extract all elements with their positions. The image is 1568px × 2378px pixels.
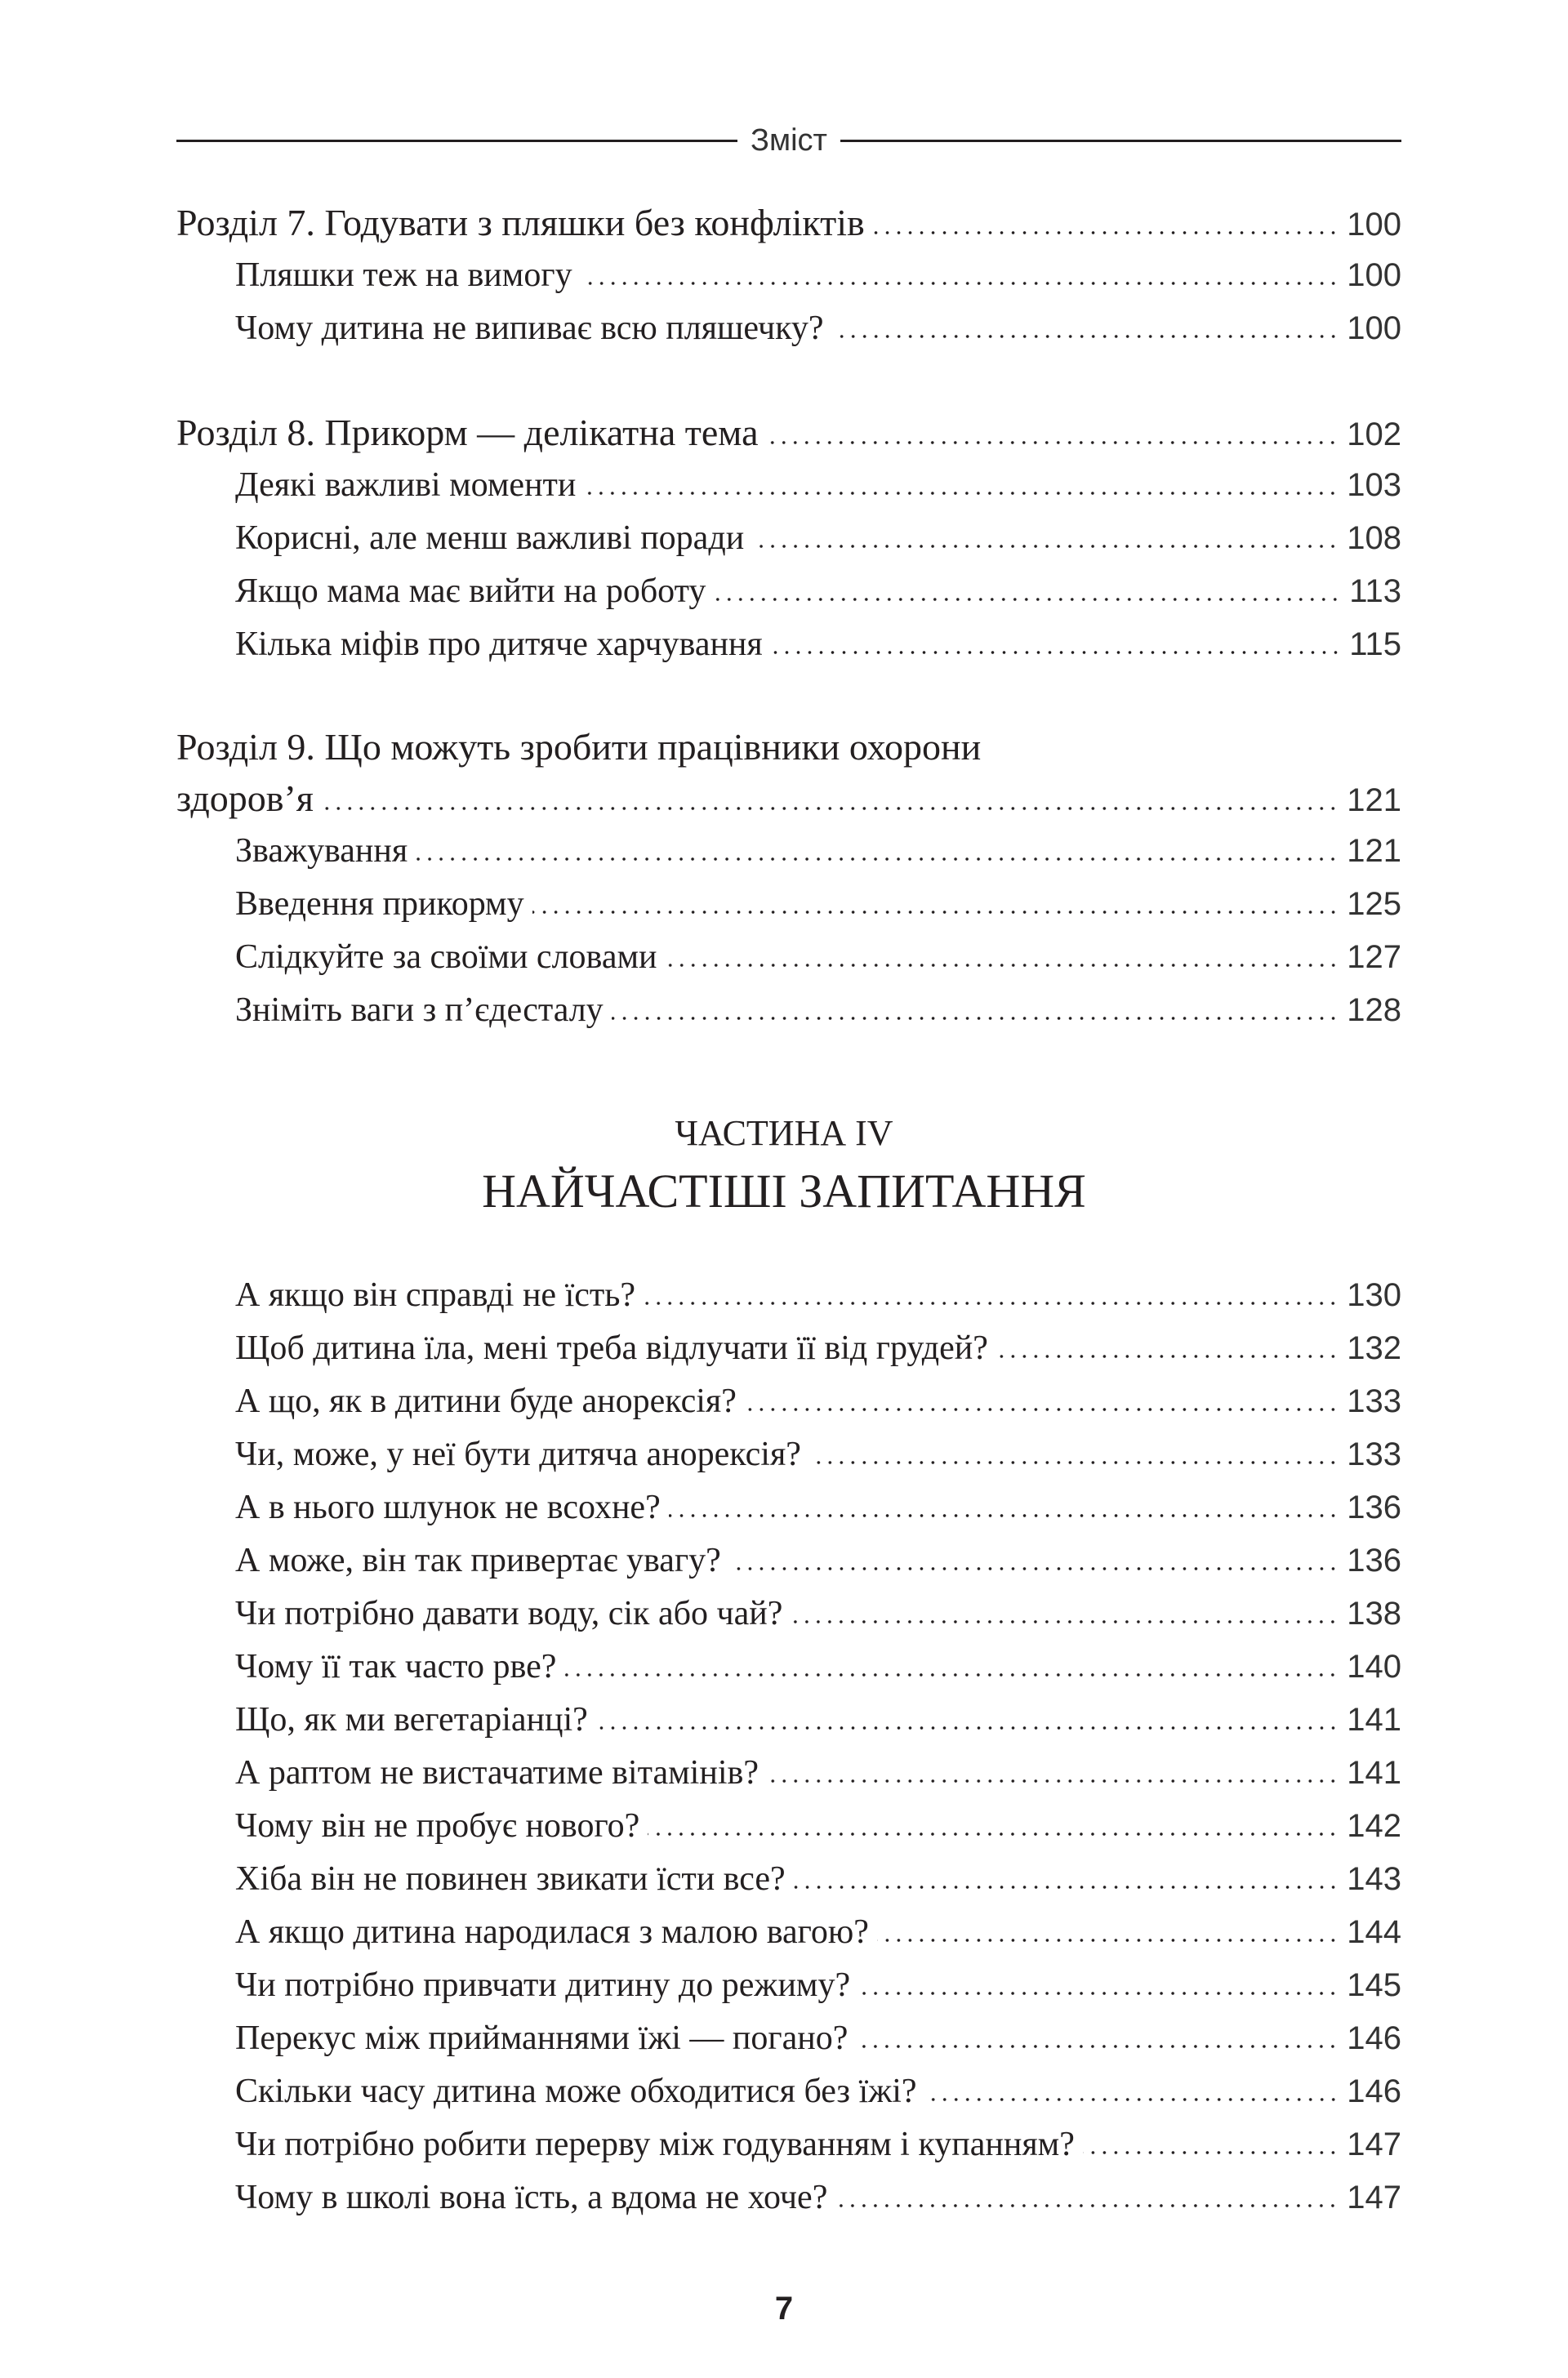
dot-leader	[767, 1779, 1339, 1784]
part-label: ЧАСТИНА IV	[675, 1113, 893, 1153]
entry-title: Що, як ми вегетаріанці?	[235, 1701, 588, 1739]
entry-page-number: 115	[1349, 626, 1401, 662]
dot-leader	[729, 1566, 1339, 1571]
entry-page-number: 127	[1347, 939, 1401, 975]
entry-page-number: 143	[1347, 1861, 1401, 1897]
entry-page-number: 147	[1347, 2180, 1401, 2215]
dot-leader	[416, 857, 1339, 862]
part-title: НАЙЧАСТІШІ ЗАПИТАННЯ	[482, 1165, 1086, 1218]
dot-leader	[766, 440, 1339, 445]
toc-chapter-9	[176, 723, 1401, 1037]
entry-title: А що, як в дитини буде анорексія?	[235, 1383, 737, 1420]
toc-chapter-7	[176, 196, 1401, 355]
toc-entry[interactable]	[176, 1694, 1401, 1747]
entry-title: Корисні, але менш важливі поради	[235, 519, 745, 557]
toc-entry[interactable]	[176, 1375, 1401, 1428]
entry-title: Щоб дитина їла, мені треба відлучати її від грудей?	[235, 1329, 988, 1367]
dot-leader	[532, 910, 1339, 915]
entry-title: здоров’я	[176, 777, 314, 819]
entry-page-number: 144	[1347, 1914, 1401, 1950]
toc-entry[interactable]	[176, 878, 1401, 931]
toc-entry[interactable]	[176, 1959, 1401, 2012]
entry-title: Скільки часу дитина може обходитися без їжі?	[235, 2073, 917, 2110]
toc-entry[interactable]	[176, 565, 1401, 618]
toc-entry[interactable]	[176, 618, 1401, 671]
entry-page-number: 141	[1347, 1702, 1401, 1738]
entry-page-number: 146	[1347, 2073, 1401, 2109]
toc-entry[interactable]	[176, 1641, 1401, 1694]
chapter-entry[interactable]	[176, 406, 1401, 459]
entry-title: Чи потрібно привчати дитину до режиму?	[235, 1966, 851, 2004]
entry-title: Кілька міфів про дитяче харчування	[235, 626, 763, 663]
toc-entry[interactable]	[176, 2118, 1401, 2171]
dot-leader	[856, 2044, 1339, 2049]
toc-entry[interactable]	[176, 1800, 1401, 1853]
entry-title: Перекус між прийманнями їжі — погано?	[235, 2020, 849, 2057]
toc-entry[interactable]	[176, 931, 1401, 984]
dot-leader	[1083, 2150, 1339, 2155]
dot-leader	[925, 2097, 1339, 2102]
toc-entry[interactable]	[176, 1428, 1401, 1481]
toc-entry[interactable]	[176, 1481, 1401, 1534]
entry-title: Зважування	[235, 832, 408, 870]
dot-leader	[581, 281, 1339, 286]
chapter-entry[interactable]	[176, 196, 1401, 249]
toc-entry[interactable]	[176, 249, 1401, 302]
dot-leader	[666, 963, 1339, 968]
entry-page-number: 132	[1347, 1330, 1401, 1366]
dot-leader	[877, 1938, 1339, 1943]
dot-leader	[612, 1016, 1339, 1021]
entry-page-number: 133	[1347, 1383, 1401, 1419]
entry-title: Хіба він не повинен звикати їсти все?	[235, 1860, 786, 1898]
entry-title: Введення прикорму	[235, 885, 524, 923]
toc-entry[interactable]	[176, 302, 1401, 355]
entry-page-number: 145	[1347, 1967, 1401, 2003]
dot-leader	[794, 1885, 1339, 1890]
dot-leader	[596, 1726, 1339, 1730]
entry-title: Чому в школі вона їсть, а вдома не хоче?	[235, 2179, 828, 2216]
entry-page-number: 121	[1347, 782, 1401, 818]
entry-page-number: 147	[1347, 2126, 1401, 2162]
entry-page-number: 108	[1347, 520, 1401, 556]
toc-entry[interactable]	[176, 1853, 1401, 1906]
entry-title: Пляшки теж на вимогу	[235, 256, 572, 294]
entry-page-number: 133	[1347, 1436, 1401, 1472]
entry-title: А раптом не вистачатиме вітамінів?	[235, 1754, 759, 1792]
running-header	[176, 121, 1401, 160]
dot-leader	[644, 1301, 1339, 1306]
toc-faq-list	[176, 1269, 1401, 2224]
entry-title: Зніміть ваги з п’єдесталу	[235, 991, 604, 1029]
entry-page-number: 100	[1347, 207, 1401, 243]
toc-entry[interactable]	[176, 984, 1401, 1037]
toc-entry[interactable]	[176, 2171, 1401, 2224]
chapter-title-line: Розділ 9. Що можуть зробити працівники охорони	[176, 726, 982, 768]
entry-page-number: 146	[1347, 2020, 1401, 2056]
entry-title: А може, він так привертає увагу?	[235, 1542, 721, 1579]
dot-leader	[832, 334, 1339, 339]
entry-title: Чи, може, у неї бути дитяча анорексія?	[235, 1436, 801, 1473]
entry-title: Чому дитина не випиває всю пляшечку?	[235, 309, 824, 347]
page-number: 7	[774, 2291, 794, 2327]
entry-page-number: 140	[1347, 1649, 1401, 1685]
toc-entry[interactable]	[176, 1588, 1401, 1641]
entry-page-number: 141	[1347, 1755, 1401, 1791]
dot-leader	[669, 1513, 1339, 1518]
header-rule-right	[840, 140, 1401, 142]
dot-leader	[322, 806, 1339, 811]
entry-page-number: 136	[1347, 1490, 1401, 1525]
entry-title: Чому її так часто рве?	[235, 1648, 557, 1686]
dot-leader	[858, 1991, 1339, 1996]
entry-page-number: 130	[1347, 1277, 1401, 1313]
entry-title: Чи потрібно давати воду, сік або чай?	[235, 1595, 783, 1632]
toc-entry[interactable]	[176, 1906, 1401, 1959]
toc-chapter-8	[176, 406, 1401, 671]
entry-page-number: 100	[1347, 257, 1401, 293]
toc-entry[interactable]	[176, 2065, 1401, 2118]
toc-entry[interactable]	[176, 1534, 1401, 1588]
dot-leader	[996, 1354, 1339, 1359]
dot-leader	[648, 1832, 1339, 1837]
dot-leader	[584, 491, 1339, 496]
dot-leader	[752, 544, 1339, 549]
entry-title: А якщо він справді не їсть?	[235, 1276, 636, 1314]
toc-entry[interactable]	[176, 2012, 1401, 2065]
entry-title: Деякі важливі моменти	[235, 466, 577, 504]
dot-leader	[714, 597, 1341, 602]
entry-title: Якщо мама має вийти на роботу	[235, 572, 706, 610]
entry-title: А в нього шлунок не всохне?	[235, 1489, 661, 1526]
toc-entry[interactable]	[176, 512, 1401, 565]
entry-title: Розділ 8. Прикорм — делікатна тема	[176, 412, 759, 453]
entry-title: Розділ 7. Годувати з пляшки без конфліктів	[176, 202, 865, 243]
dot-leader	[873, 230, 1339, 235]
entry-page-number: 125	[1347, 886, 1401, 922]
toc-entry[interactable]	[176, 1269, 1401, 1322]
entry-page-number: 128	[1347, 992, 1401, 1028]
toc-entry[interactable]	[176, 459, 1401, 512]
entry-title: А якщо дитина народилася з малою вагою?	[235, 1913, 869, 1951]
header-title: Зміст	[751, 122, 827, 158]
toc-entry[interactable]	[176, 1747, 1401, 1800]
entry-page-number: 136	[1347, 1543, 1401, 1579]
chapter-entry[interactable]	[176, 772, 1401, 825]
header-rule-left	[176, 140, 737, 142]
toc-entry[interactable]	[176, 1322, 1401, 1375]
entry-title: Слідкуйте за своїми словами	[235, 938, 657, 976]
dot-leader	[564, 1672, 1339, 1677]
dot-leader	[791, 1619, 1339, 1624]
entry-page-number: 102	[1347, 416, 1401, 452]
entry-page-number: 103	[1347, 467, 1401, 503]
dot-leader	[809, 1460, 1339, 1465]
entry-page-number: 113	[1349, 573, 1401, 609]
entry-page-number: 142	[1347, 1808, 1401, 1844]
entry-page-number: 100	[1347, 310, 1401, 346]
entry-title: Чому він не пробує нового?	[235, 1807, 640, 1845]
entry-page-number: 138	[1347, 1596, 1401, 1632]
toc-entry[interactable]	[176, 825, 1401, 878]
dot-leader	[771, 650, 1341, 655]
dot-leader	[745, 1407, 1339, 1412]
dot-leader	[835, 2203, 1339, 2208]
entry-title: Чи потрібно робити перерву між годуванням і купанням?	[235, 2126, 1075, 2163]
entry-page-number: 121	[1347, 833, 1401, 869]
